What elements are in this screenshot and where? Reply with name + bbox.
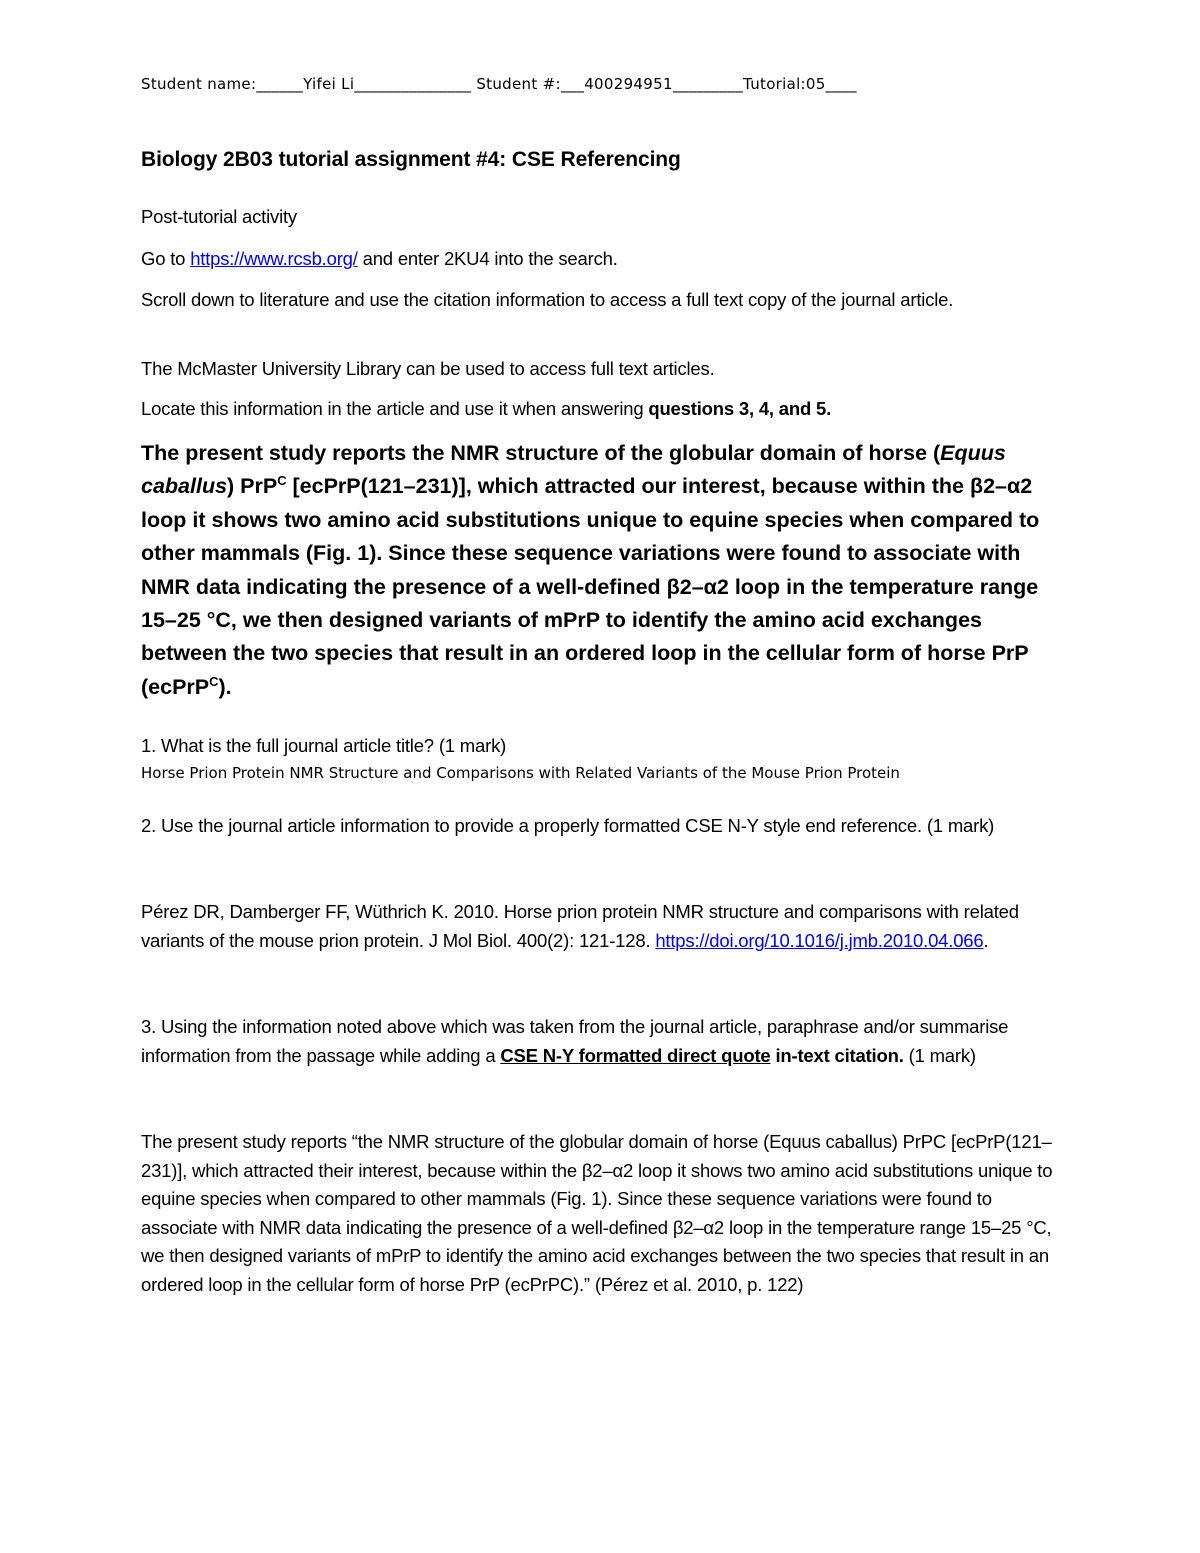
question-3-suffix: (1 mark) bbox=[903, 1044, 976, 1066]
student-number-pad-before: ___ bbox=[560, 75, 585, 93]
rcsb-link[interactable]: https://www.rcsb.org/ bbox=[190, 248, 358, 269]
passage-part-1: The present study reports the NMR structure of the globular domain of horse ( bbox=[141, 441, 941, 465]
passage-part-3: [ecPrP(121–231)], which attracted our interest, because within the β2–α2 loop it shows two amino acid substitutions unique to equine species when compared to other mammals (Fig. 1). Since these sequence variations were found to associate with NMR data indicating the presence of a well-defined β2–α2 loop in the temperature range 15–25 °C, we then designed variants of mPrP to identify the amino acid exchanges between the two species that result in an ordered loop in the cellular form of horse PrP (ecPrP bbox=[141, 474, 1040, 699]
passage-superscript-2: C bbox=[209, 673, 219, 689]
go-to-instruction bbox=[141, 245, 1061, 274]
answer-2-reference: Pérez DR, Damberger FF, Wüthrich K. 2010. Horse prion protein NMR structure and comparisons with related variants of the mouse prion protein. J Mol Biol. 400(2): 121-128. bbox=[141, 901, 1019, 951]
question-3-bold-underlined: CSE N-Y formatted direct quote bbox=[500, 1044, 771, 1066]
doi-link[interactable]: https://doi.org/10.1016/j.jmb.2010.04.066 bbox=[655, 929, 984, 951]
article-passage bbox=[141, 437, 1061, 704]
student-number-value: 400294951 bbox=[584, 75, 673, 93]
post-tutorial-subtitle: Post-tutorial activity bbox=[141, 206, 297, 227]
locate-instruction bbox=[141, 395, 1061, 424]
student-name-label: Student name: bbox=[141, 75, 257, 93]
student-name-pad-before: ______ bbox=[256, 75, 304, 93]
passage-superscript-1: C bbox=[277, 473, 287, 489]
student-name-value: Yifei Li bbox=[303, 75, 355, 93]
question-1: 1. What is the full journal article title? (1 mark) bbox=[141, 735, 507, 756]
scroll-instruction: Scroll down to literature and use the citation information to access a full text copy of the journal article. bbox=[141, 289, 954, 310]
student-name-pad-after: _______________ bbox=[354, 75, 472, 93]
answer-2 bbox=[141, 898, 1061, 955]
tutorial-value: 05 bbox=[805, 75, 826, 93]
question-3-prefix: 3. Using the information noted above which was taken from the journal article, paraphrase and/or summarise information from the passage while adding a bbox=[141, 1016, 1009, 1066]
student-number-pad-after: _________ bbox=[672, 75, 744, 93]
answer-1: Horse Prion Protein NMR Structure and Comparisons with Related Variants of the Mouse Prion Protein bbox=[141, 764, 900, 782]
go-to-prefix: Go to bbox=[141, 248, 191, 269]
answer-3: The present study reports “the NMR structure of the globular domain of horse (Equus caballus) PrPC [ecPrP(121–231)], which attracted their interest, because within the β2–α2 loop it shows two amino acid substitutions unique to equine species when compared to other mammals (Fig. 1). Since these sequence variations were found to associate with NMR data indicating the presence of a well-defined β2–α2 loop in the temperature range 15–25 °C, we then designed variants of mPrP to identify the amino acid exchanges between the two species that result in an ordered loop in the cellular form of horse PrP (ecPrPC).” (Pérez et al. 2010, p. 122) bbox=[141, 1131, 1053, 1295]
student-number-label: Student #: bbox=[471, 75, 561, 93]
tutorial-pad-after: ____ bbox=[825, 75, 857, 93]
passage-species: Equus caballus bbox=[141, 441, 1006, 499]
assignment-title: Biology 2B03 tutorial assignment #4: CSE Referencing bbox=[141, 148, 681, 171]
locate-questions: questions 3, 4, and 5. bbox=[648, 398, 832, 419]
passage-part-2: ) PrP bbox=[227, 474, 278, 499]
question-3 bbox=[141, 1013, 1061, 1070]
question-3-bold: in-text citation. bbox=[770, 1044, 904, 1066]
passage-part-4: ). bbox=[218, 674, 232, 699]
library-instruction: The McMaster University Library can be used to access full text articles. bbox=[141, 358, 715, 379]
tutorial-label: Tutorial: bbox=[743, 75, 806, 93]
question-2: 2. Use the journal article information to provide a properly formatted CSE N-Y style end reference. (1 mark) bbox=[141, 815, 995, 836]
go-to-suffix: and enter 2KU4 into the search. bbox=[357, 248, 618, 269]
locate-prefix: Locate this information in the article and use it when answering bbox=[141, 398, 649, 419]
student-info-header bbox=[141, 72, 1061, 96]
answer-2-end: . bbox=[983, 929, 989, 951]
